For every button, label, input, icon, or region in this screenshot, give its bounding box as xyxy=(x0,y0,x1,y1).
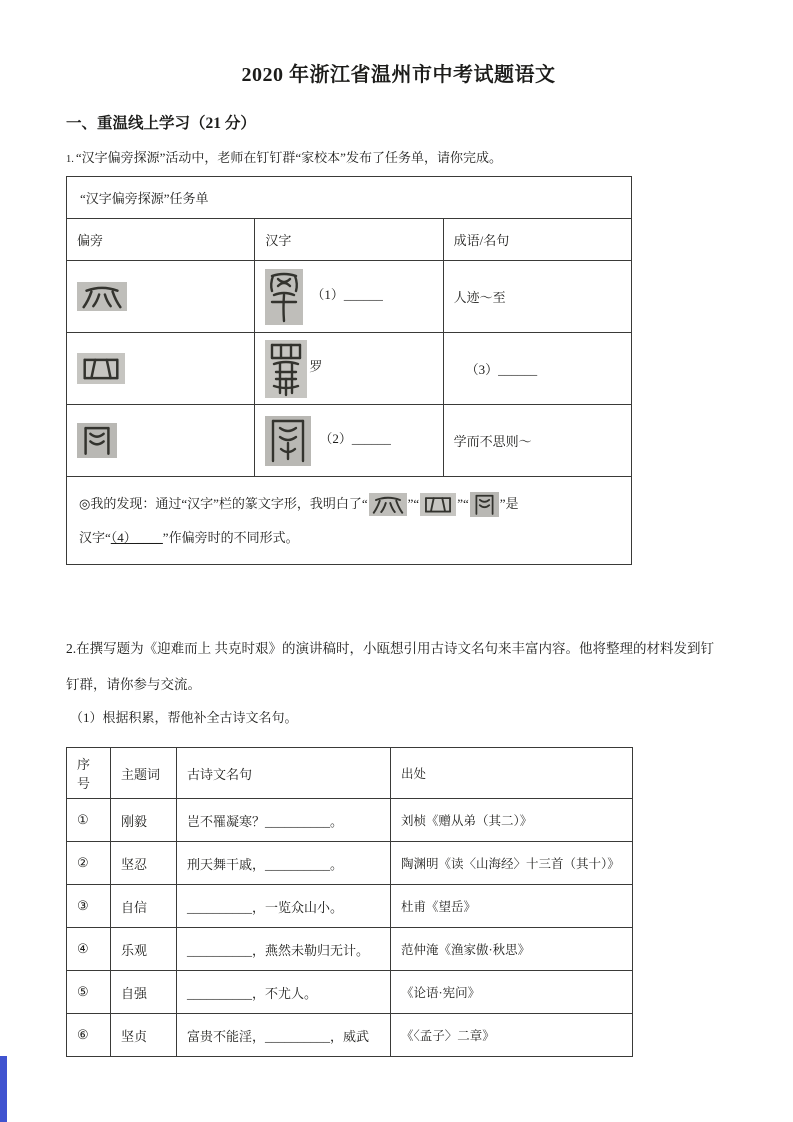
row-number: ④ xyxy=(67,928,111,971)
table-row xyxy=(67,261,632,333)
discovery-text: ”“ xyxy=(407,495,420,511)
question-2-text: 在撰写题为《迎难而上 共克时艰》的演讲稿时，小瓯想引用古诗文名句来丰富内容。他将整理的材料发到钉钉群，请你参与交流。 xyxy=(66,641,714,692)
radical-task-table xyxy=(66,176,632,565)
question-2 xyxy=(66,631,727,703)
discovery-text: ”是 xyxy=(499,495,519,511)
question-2-number: 2. xyxy=(66,641,77,656)
section-1-heading: 一、重温线上学习（21 分） xyxy=(66,115,256,132)
col-header-radical: 偏旁 xyxy=(67,219,255,261)
question-1-text: “汉字偏旁探源”活动中，老师在钉钉群“家校本”发布了任务单，请你完成。 xyxy=(75,150,502,165)
idiom-cell-1: 人迹～至 xyxy=(443,261,631,333)
character-cell-1 xyxy=(255,261,443,333)
row-verse: 富贵不能淫，__________，威武 xyxy=(177,1014,391,1057)
seal-script-net-form-1-image xyxy=(77,282,127,311)
character-cell-2 xyxy=(255,333,443,405)
seal-script-net-form-2-image xyxy=(77,353,125,384)
row-number: ② xyxy=(67,842,111,885)
table-row xyxy=(67,971,633,1014)
table-row xyxy=(67,1014,633,1057)
col-header-verse: 古诗文名句 xyxy=(177,748,391,799)
row-source: 刘桢《赠从弟（其二）》 xyxy=(391,799,633,842)
row-source: 《〈孟子〉二章》 xyxy=(391,1014,633,1057)
page-title: 2020 年浙江省温州市中考试题语文 xyxy=(241,64,556,86)
row-theme: 自信 xyxy=(111,885,177,928)
character-cell-3 xyxy=(255,405,443,477)
question-1 xyxy=(66,147,731,166)
col-header-character: 汉字 xyxy=(255,219,443,261)
discovery-blank-4: （4）____ xyxy=(110,529,163,545)
discovery-text: 汉字“ xyxy=(79,529,111,545)
seal-script-net-form-3-image xyxy=(77,423,117,458)
row-theme: 乐观 xyxy=(111,928,177,971)
row-source: 杜甫《望岳》 xyxy=(391,885,633,928)
seal-script-character-han-image xyxy=(265,269,303,325)
row-verse: __________，燕然未勒归无计。 xyxy=(177,928,391,971)
row-verse: 刑天舞干戚，__________。 xyxy=(177,842,391,885)
row-number: ③ xyxy=(67,885,111,928)
radical-cell-2 xyxy=(67,333,255,405)
discovery-text: ”“ xyxy=(457,495,469,511)
idiom-cell-2: （3）______ xyxy=(443,333,631,405)
table-row xyxy=(67,477,632,565)
idiom-cell-3: 学而不思则～ xyxy=(443,405,631,477)
table-row xyxy=(67,885,633,928)
scrollbar-thumb[interactable] xyxy=(0,1056,7,1122)
radical-cell-3 xyxy=(67,405,255,477)
col-header-source: 出处 xyxy=(391,748,633,799)
table-row xyxy=(67,842,633,885)
row-source: 《论语·宪问》 xyxy=(391,971,633,1014)
table-row xyxy=(67,405,632,477)
row-verse: 岂不罹凝寒？__________。 xyxy=(177,799,391,842)
row-verse: __________，一览众山小。 xyxy=(177,885,391,928)
seal-script-character-luo-image xyxy=(265,340,307,398)
discovery-text: ◎我的发现：通过“汉字”栏的篆文字形，我明白了“ xyxy=(79,495,368,511)
task-table-caption: “汉字偏旁探源”任务单 xyxy=(67,177,632,219)
seal-script-character-wang-image xyxy=(265,416,311,466)
col-header-theme: 主题词 xyxy=(111,748,177,799)
character-blank-2: （2）______ xyxy=(319,431,391,447)
row-source: 陶渊明《读〈山海经〉十三首（其十）》 xyxy=(391,842,633,885)
discovery-note xyxy=(67,477,632,565)
question-1-number: 1. xyxy=(66,154,74,165)
sub-question-1: （1）根据积累，帮他补全古诗文名句。 xyxy=(70,710,298,725)
row-number: ① xyxy=(67,799,111,842)
row-theme: 自强 xyxy=(111,971,177,1014)
seal-script-net-form-3-small-icon xyxy=(470,492,499,517)
table-row xyxy=(67,928,633,971)
character-label-2: 罗 xyxy=(309,359,323,375)
col-header-number: 序号 xyxy=(67,748,111,799)
table-row xyxy=(67,333,632,405)
row-verse: __________，不尤人。 xyxy=(177,971,391,1014)
character-blank-1: （1）______ xyxy=(311,287,383,303)
row-number: ⑥ xyxy=(67,1014,111,1057)
row-source: 范仲淹《渔家傲·秋思》 xyxy=(391,928,633,971)
seal-script-net-form-1-small-icon xyxy=(369,493,407,516)
table-header-row xyxy=(67,748,633,799)
row-theme: 刚毅 xyxy=(111,799,177,842)
poem-completion-table xyxy=(66,747,633,1057)
col-header-idiom: 成语/名句 xyxy=(443,219,631,261)
row-number: ⑤ xyxy=(67,971,111,1014)
table-row xyxy=(67,799,633,842)
discovery-text: ”作偏旁时的不同形式。 xyxy=(162,529,299,545)
row-theme: 坚忍 xyxy=(111,842,177,885)
radical-cell-1 xyxy=(67,261,255,333)
row-theme: 坚贞 xyxy=(111,1014,177,1057)
seal-script-net-form-2-small-icon xyxy=(420,493,456,516)
